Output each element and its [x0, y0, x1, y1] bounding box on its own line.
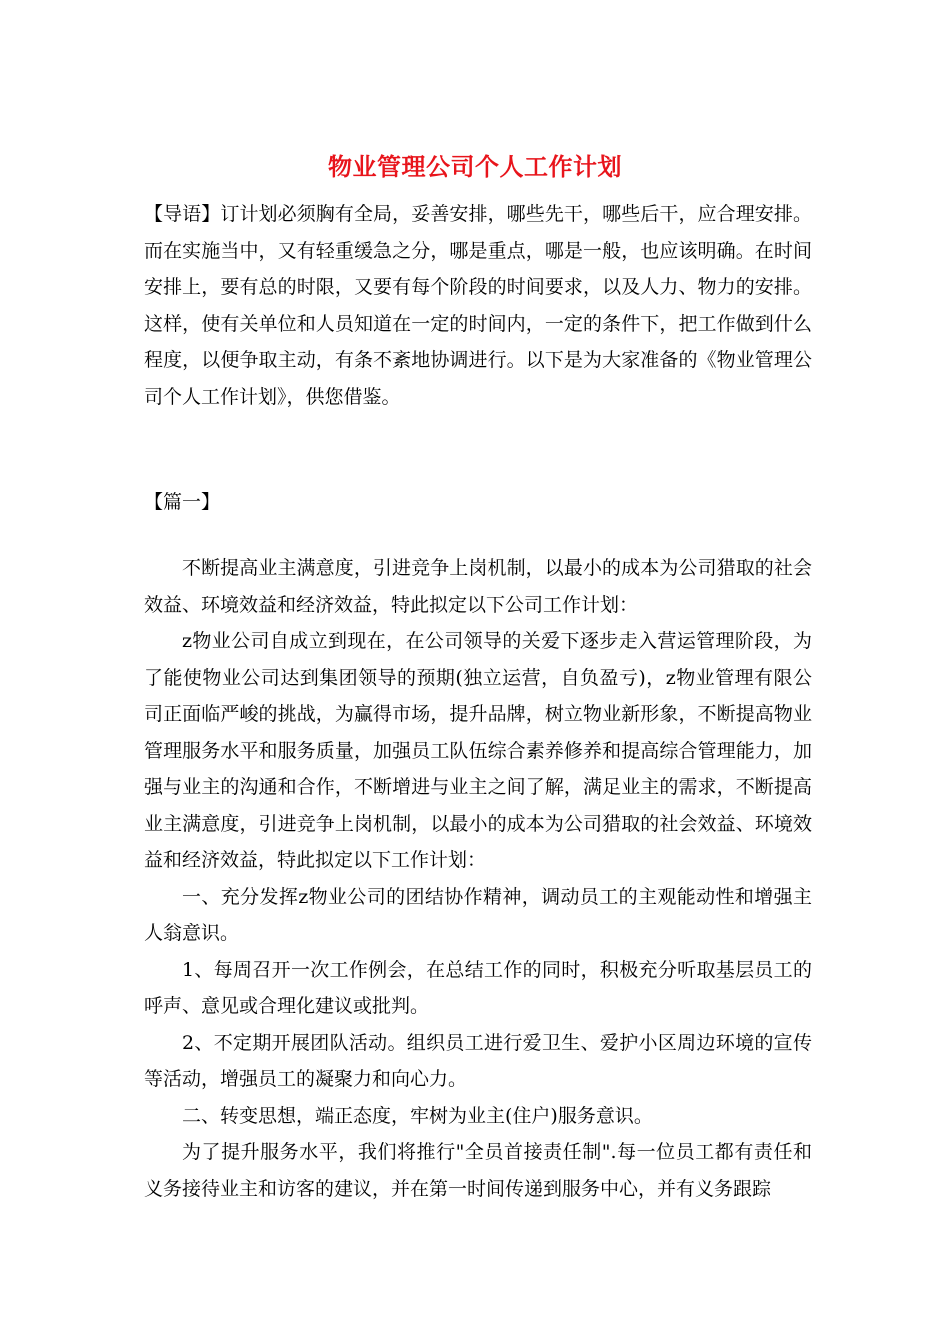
body-paragraph: 一、充分发挥z物业公司的团结协作精神，调动员工的主观能动性和增强主人翁意识。 [144, 885, 812, 944]
body-paragraph: 为了提升服务水平，我们将推行"全员首接责任制".每一位员工都有责任和义务接待业主和访客的建议，并在第一时间传递到服务中心，并有义务跟踪 [144, 1141, 812, 1200]
body-paragraph: 二、转变思想，端正态度，牢树为业主(住户)服务意识。 [182, 1104, 653, 1127]
body-text [144, 550, 812, 1207]
body-paragraph: 2、不定期开展团队活动。组织员工进行爱卫生、爱护小区周边环境的宣传等活动，增强员工的凝聚力和向心力。 [144, 1031, 812, 1090]
body-paragraph: 1、每周召开一次工作例会，在总结工作的同时，积极充分听取基层员工的呼声、意见或合理化建议或批判。 [144, 958, 812, 1017]
body-paragraph: z物业公司自成立到现在，在公司领导的关爱下逐步走入营运管理阶段，为了能使物业公司达到集团领导的预期(独立运营，自负盈亏)，z物业管理有限公司正面临严峻的挑战，为赢得市场，提升品牌，树立物业新形象，不断提高物业管理服务水平和服务质量，加强员工队伍综合素养修养和提高综合管理能力，加强与业主的沟通和合作，不断增进与业主之间了解，满足业主的需求，不断提高业主满意度，引进竞争上岗机制，以最小的成本为公司猎取的社会效益、环境效益和经济效益，特此拟定以下工作计划： [144, 630, 812, 871]
body-paragraph: 不断提高业主满意度，引进竞争上岗机制，以最小的成本为公司猎取的社会效益、环境效益和经济效益，特此拟定以下公司工作计划： [144, 557, 812, 616]
section-label: 【篇一】 [144, 491, 221, 513]
intro-paragraph: 【导语】订计划必须胸有全局，妥善安排，哪些先干，哪些后干，应合理安排。而在实施当中，又有轻重缓急之分，哪是重点，哪是一般，也应该明确。在时间安排上，要有总的时限，又要有每个阶段的时间要求，以及人力、物力的安排。这样，使有关单位和人员知道在一定的时间内，一定的条件下，把工作做到什么程度，以便争取主动，有条不紊地协调进行。以下是为大家准备的《物业管理公司个人工作计划》，供您借鉴。 [144, 203, 812, 408]
document-title: 物业管理公司个人工作计划 [328, 152, 622, 181]
